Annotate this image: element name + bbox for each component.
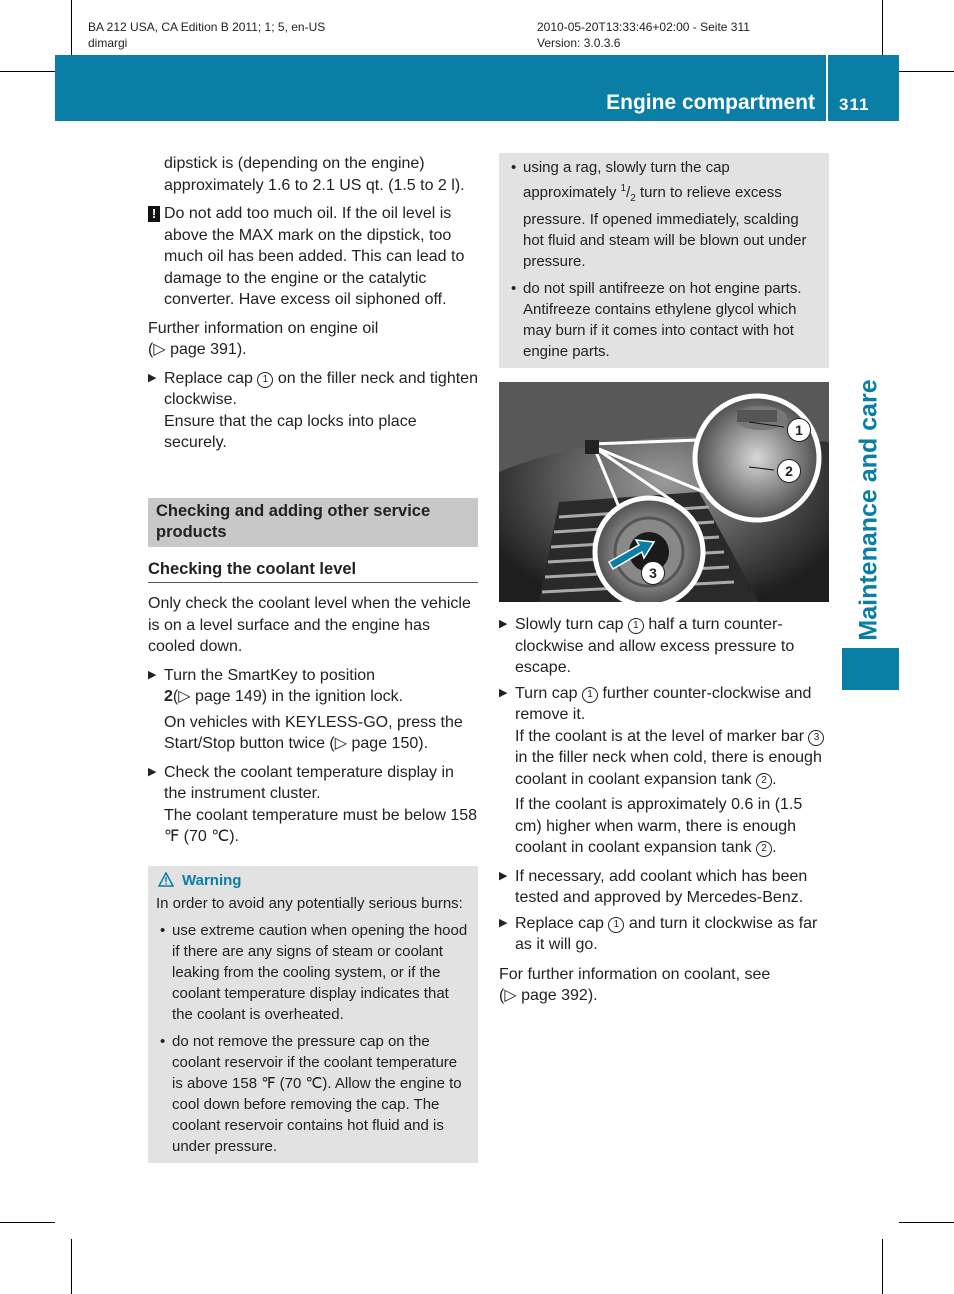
paragraph: For further information on coolant, see (▷ page 392). [499, 965, 771, 1004]
page-title: Engine compartment [606, 91, 815, 114]
header-divider [826, 55, 828, 121]
callout-1-icon: 1 [257, 372, 273, 388]
page-number: 311 [839, 95, 870, 114]
callout-3-icon: 3 [641, 561, 665, 585]
image-code: P20.30-2313-31 [747, 582, 826, 595]
paragraph: Further information on engine oil (▷ page 391). [148, 319, 379, 358]
list-item: • do not spill antifreeze on hot engine parts. Antifreeze contains ethylene glycol which may burn if it comes into contact with hot engine parts. [511, 280, 802, 360]
instruction-step: ▶ Turn the SmartKey to position 2(▷ page 149) in the ignition lock. [148, 666, 404, 705]
callout-2-icon: 2 [756, 841, 772, 857]
callout-2-icon: 2 [756, 773, 772, 789]
warning-triangle-icon [158, 872, 174, 887]
list-item: • use extreme caution when opening the hood if there are any signs of steam or coolant leaking from the cooling system, or if the coolant temperature display indicates that the coolant is overheated. [160, 921, 468, 1023]
right-column [499, 153, 829, 1014]
crop-mark [0, 1222, 55, 1223]
note: ! Do not add too much oil. If the oil level is above the MAX mark on the dipstick, too much oil has been added. This can lead to damage to the engine or the catalytic converter. Have excess oil siphoned off. [148, 203, 478, 311]
instruction-step: ▶ Slowly turn cap 1 half a turn counter-clockwise and allow excess pressure to escape. [499, 616, 795, 676]
instruction-step: ▶ Turn cap 1 further counter-clockwise and remove it. If the coolant is at the level of marker bar 3 in the filler neck when cold, there is enough coolant in coolant expansion tank 2 . [499, 683, 829, 791]
crop-mark [0, 71, 55, 72]
chapter-tab [842, 648, 899, 690]
print-meta-left: BA 212 USA, CA Edition B 2011; 1; 5, en-US dimargi [88, 20, 326, 50]
crop-mark [71, 1239, 72, 1294]
crop-mark [71, 0, 72, 55]
section-heading: Checking and adding other service products [148, 498, 478, 547]
arrow-right-icon: ▶ [499, 618, 508, 630]
page-header [55, 55, 899, 121]
crop-mark [882, 1239, 883, 1294]
instruction-step: ▶ Check the coolant temperature display in the instrument cluster. The coolant temperature must be below 158 ℉ (70 ℃). [148, 763, 478, 845]
exclamation-icon: ! [148, 206, 160, 222]
callout-1-icon: 1 [582, 687, 598, 703]
list-item: • using a rag, slowly turn the cap approximately $^1/_2$ turn to relieve excess pressure. If opened immediately, scalding hot fluid and steam will be blown out under pressure. [511, 159, 807, 270]
arrow-right-icon: ▶ [148, 668, 157, 681]
instruction-step: ▶ Replace cap 1 on the filler neck and tighten clockwise. Ensure that the cap locks into place securely. [148, 369, 478, 451]
left-column [148, 153, 478, 1163]
crop-mark [882, 0, 883, 55]
instruction-step: ▶ If necessary, add coolant which has been tested and approved by Mercedes-Benz. [499, 867, 808, 906]
arrow-right-icon: ▶ [499, 869, 508, 882]
paragraph: Only check the coolant level when the vehicle is on a level surface and the engine has cooled down. [148, 595, 471, 655]
page-ref-link[interactable]: (▷ page 391). [148, 341, 247, 358]
list-item: • do not remove the pressure cap on the coolant reservoir if the coolant temperature is above 158 ℉ (70 ℃). Allow the engine to cool down before removing the cap. The coolant reservoir contains hot fluid and is under pressure. [160, 1032, 462, 1155]
callout-1-icon: 1 [608, 917, 624, 933]
print-meta-right: 2010-05-20T13:33:46+02:00 - Seite 311 Version: 3.0.3.6 [537, 20, 750, 50]
warning-header: Warning [156, 870, 470, 891]
paragraph: On vehicles with KEYLESS-GO, press the Start/Stop button twice (▷ page 150). [164, 713, 463, 752]
crop-mark [899, 1222, 954, 1223]
arrow-right-icon: ▶ [499, 686, 508, 699]
crop-mark [899, 71, 954, 72]
callout-1-icon: 1 [787, 418, 811, 442]
warning-box [148, 866, 478, 1163]
arrow-right-icon: ▶ [148, 765, 157, 778]
warning-intro: In order to avoid any potentially serious burns: [156, 894, 463, 912]
callout-1-icon: 1 [628, 618, 644, 634]
warning-continuation-box [499, 153, 829, 368]
engine-coolant-illustration [499, 382, 829, 602]
instruction-step: ▶ Replace cap 1 and turn it clockwise as far as it will go. [499, 914, 818, 953]
chapter-label: Maintenance and care [854, 379, 883, 641]
page-ref-link[interactable]: (▷ page 392). [499, 987, 598, 1004]
callout-3-icon: 3 [808, 730, 824, 746]
callout-2-icon: 2 [777, 459, 801, 483]
paragraph: If the coolant is approximately 0.6 in (1.5 cm) higher when warm, there is enough coolant in coolant expansion tank 2 . [515, 796, 803, 856]
arrow-right-icon: ▶ [148, 371, 157, 384]
paragraph: dipstick is (depending on the engine) approximately 1.6 to 2.1 US qt. (1.5 to 2 l). [164, 155, 465, 194]
subsection-heading: Checking the coolant level [148, 559, 478, 584]
arrow-right-icon: ▶ [499, 916, 508, 929]
